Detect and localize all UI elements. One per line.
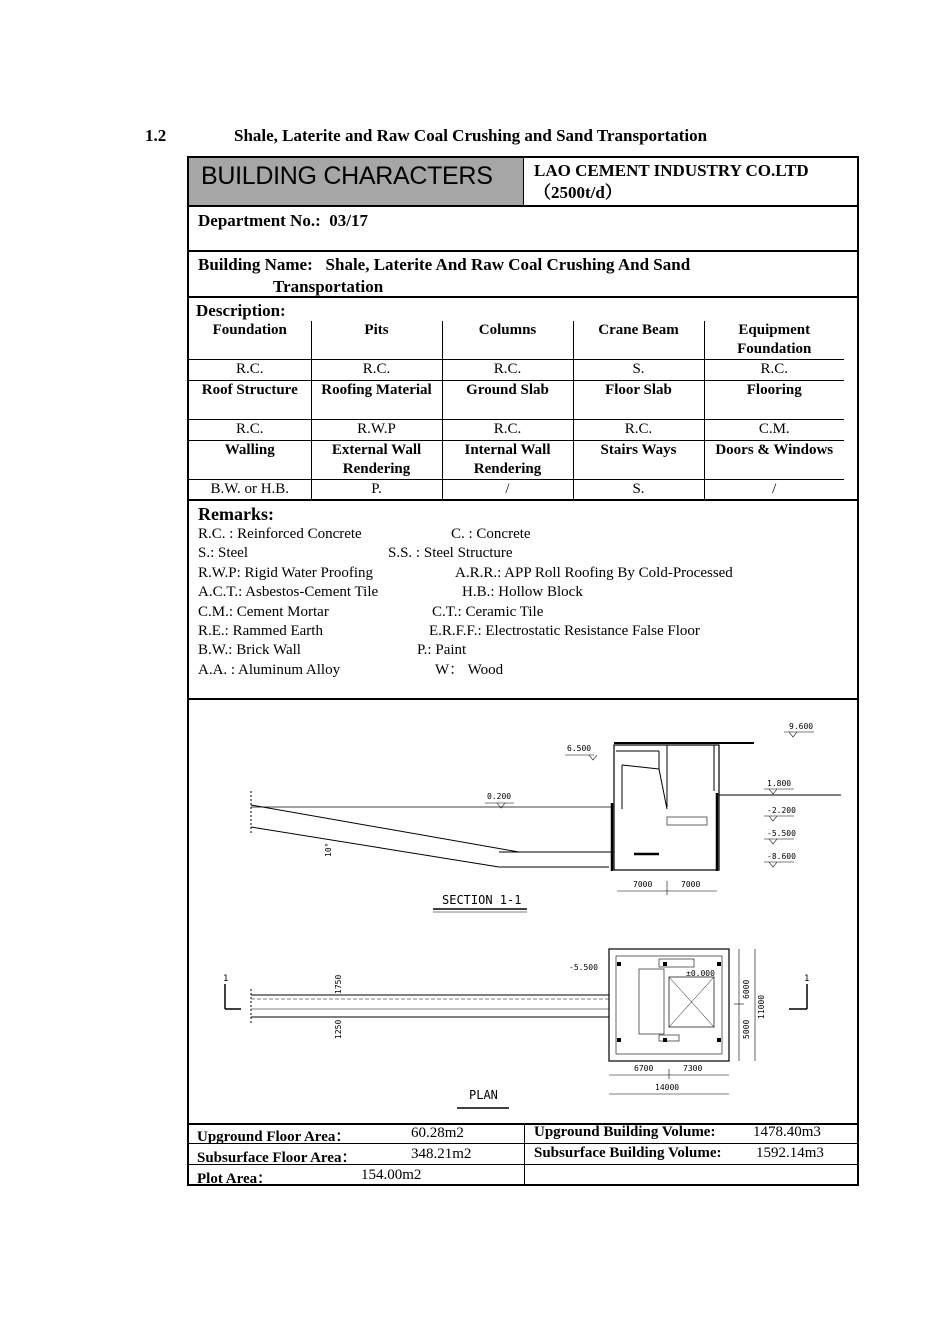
remark-left: A.A. : Aluminum Alloy <box>198 661 341 678</box>
table-header-row <box>189 321 844 360</box>
divider <box>189 499 857 501</box>
upground-building-volume: Upground Building Volume: <box>534 1124 716 1140</box>
table-row <box>189 360 844 381</box>
upground-building-volume-value: 1478.40m3 <box>753 1124 821 1140</box>
svg-text:6.500: 6.500 <box>567 744 592 753</box>
svg-text:6000: 6000 <box>742 979 751 999</box>
svg-text:10°: 10° <box>324 842 333 857</box>
table-header-cell: Internal Wall Rendering <box>442 441 573 480</box>
svg-text:9.600: 9.600 <box>789 722 814 731</box>
remark-left: A.C.T.: Asbestos-Cement Tile <box>198 584 379 601</box>
table-header-cell: Floor Slab <box>573 381 704 420</box>
section-title: Shale, Laterite and Raw Coal Crushing and Sand Transportation <box>234 126 708 145</box>
remark-right: H.B.: Hollow Block <box>462 584 583 601</box>
svg-text:5000: 5000 <box>742 1019 751 1039</box>
plot-area: Plot Area： <box>197 1171 273 1187</box>
svg-text:1: 1 <box>223 974 229 984</box>
subsurface-building-volume-value: 1592.14m3 <box>756 1145 824 1161</box>
divider <box>189 205 857 207</box>
banner-title: BUILDING CHARACTERS <box>189 158 524 206</box>
remark-row <box>198 544 848 563</box>
remarks-title: Remarks: <box>198 504 274 524</box>
svg-text:1250: 1250 <box>334 1019 343 1039</box>
table-header-row <box>189 381 844 420</box>
remark-right: W： Wood <box>435 661 504 678</box>
table-header-cell: Equipment Foundation <box>704 321 844 360</box>
table-cell: / <box>704 480 844 501</box>
table-header-cell: Ground Slab <box>442 381 573 420</box>
remark-left: B.W.: Brick Wall <box>198 642 301 659</box>
plan-drawing <box>223 949 809 1108</box>
remark-right: S.S. : Steel Structure <box>388 545 513 562</box>
svg-text:11000: 11000 <box>757 994 766 1019</box>
table-header-cell: Pits <box>311 321 442 360</box>
remark-right: E.R.F.F.: Electrostatic Resistance False Floor <box>429 622 700 639</box>
table-header-cell: Roof Structure <box>189 381 311 420</box>
department-row: Department No.: 03/17 <box>198 211 368 230</box>
table-header-cell: Flooring <box>704 381 844 420</box>
table-cell: R.C. <box>442 360 573 381</box>
description-label: Description: <box>196 301 286 320</box>
table-header-cell: Doors & Windows <box>704 441 844 480</box>
remark-row <box>198 564 848 583</box>
table-cell: P. <box>311 480 442 501</box>
remark-left: R.E.: Rammed Earth <box>198 622 323 639</box>
plan-label: PLAN <box>469 1088 498 1102</box>
table-cell: S. <box>573 360 704 381</box>
table-row <box>189 480 844 501</box>
table-cell: C.M. <box>704 420 844 441</box>
table-cell: R.C. <box>189 420 311 441</box>
area-summary <box>189 1123 857 1187</box>
section-label: SECTION 1-1 <box>442 893 522 907</box>
table-header-row <box>189 441 844 480</box>
subsurface-floor-area: Subsurface Floor Area： <box>197 1150 357 1166</box>
table-header-cell: Stairs Ways <box>573 441 704 480</box>
remark-left: R.C. : Reinforced Concrete <box>198 526 362 542</box>
svg-text:14000: 14000 <box>655 1083 680 1092</box>
section-drawing <box>251 722 841 912</box>
remark-row <box>198 622 848 641</box>
drawing-area <box>189 699 857 1124</box>
remark-left: R.W.P: Rigid Water Proofing <box>198 564 374 581</box>
table-cell: R.C. <box>442 420 573 441</box>
svg-text:7000: 7000 <box>633 880 653 889</box>
characteristics-table <box>189 321 844 501</box>
remark-right: C.T.: Ceramic Tile <box>432 603 544 620</box>
remark-row <box>198 603 848 622</box>
remark-left: C.M.: Cement Mortar <box>198 603 329 620</box>
divider <box>189 296 857 298</box>
remark-right: C. : Concrete <box>451 526 531 542</box>
table-cell: S. <box>573 480 704 501</box>
subsurface-building-volume: Subsurface Building Volume: <box>534 1145 722 1161</box>
table-cell: R.C. <box>573 420 704 441</box>
section-number: 1.2 <box>145 126 167 145</box>
svg-text:-2.200: -2.200 <box>767 806 796 815</box>
upground-floor-area: Upground Floor Area： <box>197 1129 351 1145</box>
svg-text:0.200: 0.200 <box>487 792 512 801</box>
table-header-cell: Walling <box>189 441 311 480</box>
table-cell: R.C. <box>189 360 311 381</box>
divider <box>189 250 857 252</box>
remark-right: A.R.R.: APP Roll Roofing By Cold-Processed <box>455 564 733 581</box>
subsurface-floor-area-value: 348.21m2 <box>411 1146 472 1162</box>
table-cell: B.W. or H.B. <box>189 480 311 501</box>
svg-text:-5.500: -5.500 <box>767 829 796 838</box>
svg-text:1.800: 1.800 <box>767 779 792 788</box>
remarks-block <box>198 503 848 680</box>
svg-text:7000: 7000 <box>681 880 701 889</box>
building-characters-sheet <box>187 156 859 1186</box>
table-header-cell: Crane Beam <box>573 321 704 360</box>
remark-row <box>198 583 848 602</box>
table-cell: R.C. <box>704 360 844 381</box>
svg-text:1750: 1750 <box>334 974 343 994</box>
remark-left: S.: Steel <box>198 545 249 562</box>
svg-text:6700: 6700 <box>634 1064 654 1073</box>
table-header-cell: Roofing Material <box>311 381 442 420</box>
svg-text:±0.000: ±0.000 <box>686 969 715 978</box>
svg-text:-5.500: -5.500 <box>569 963 598 972</box>
table-cell: R.W.P <box>311 420 442 441</box>
upground-floor-area-value: 60.28m2 <box>411 1125 464 1141</box>
svg-text:1: 1 <box>804 974 810 984</box>
table-cell: / <box>442 480 573 501</box>
remark-row <box>198 661 848 680</box>
table-header-cell: External Wall Rendering <box>311 441 442 480</box>
svg-text:-8.600: -8.600 <box>767 852 796 861</box>
company-name: LAO CEMENT INDUSTRY CO.LTD （2500t/d） <box>534 161 809 202</box>
building-name-row: Building Name: Shale, Laterite And Raw Coal Crushing And Sand Transportation <box>198 255 691 296</box>
table-cell: R.C. <box>311 360 442 381</box>
remark-right: P.: Paint <box>417 642 467 659</box>
table-row <box>189 420 844 441</box>
svg-text:7300: 7300 <box>683 1064 703 1073</box>
remark-row <box>198 525 848 544</box>
table-header-cell: Columns <box>442 321 573 360</box>
table-header-cell: Foundation <box>189 321 311 360</box>
remark-row <box>198 641 848 660</box>
plot-area-value: 154.00m2 <box>361 1167 422 1183</box>
